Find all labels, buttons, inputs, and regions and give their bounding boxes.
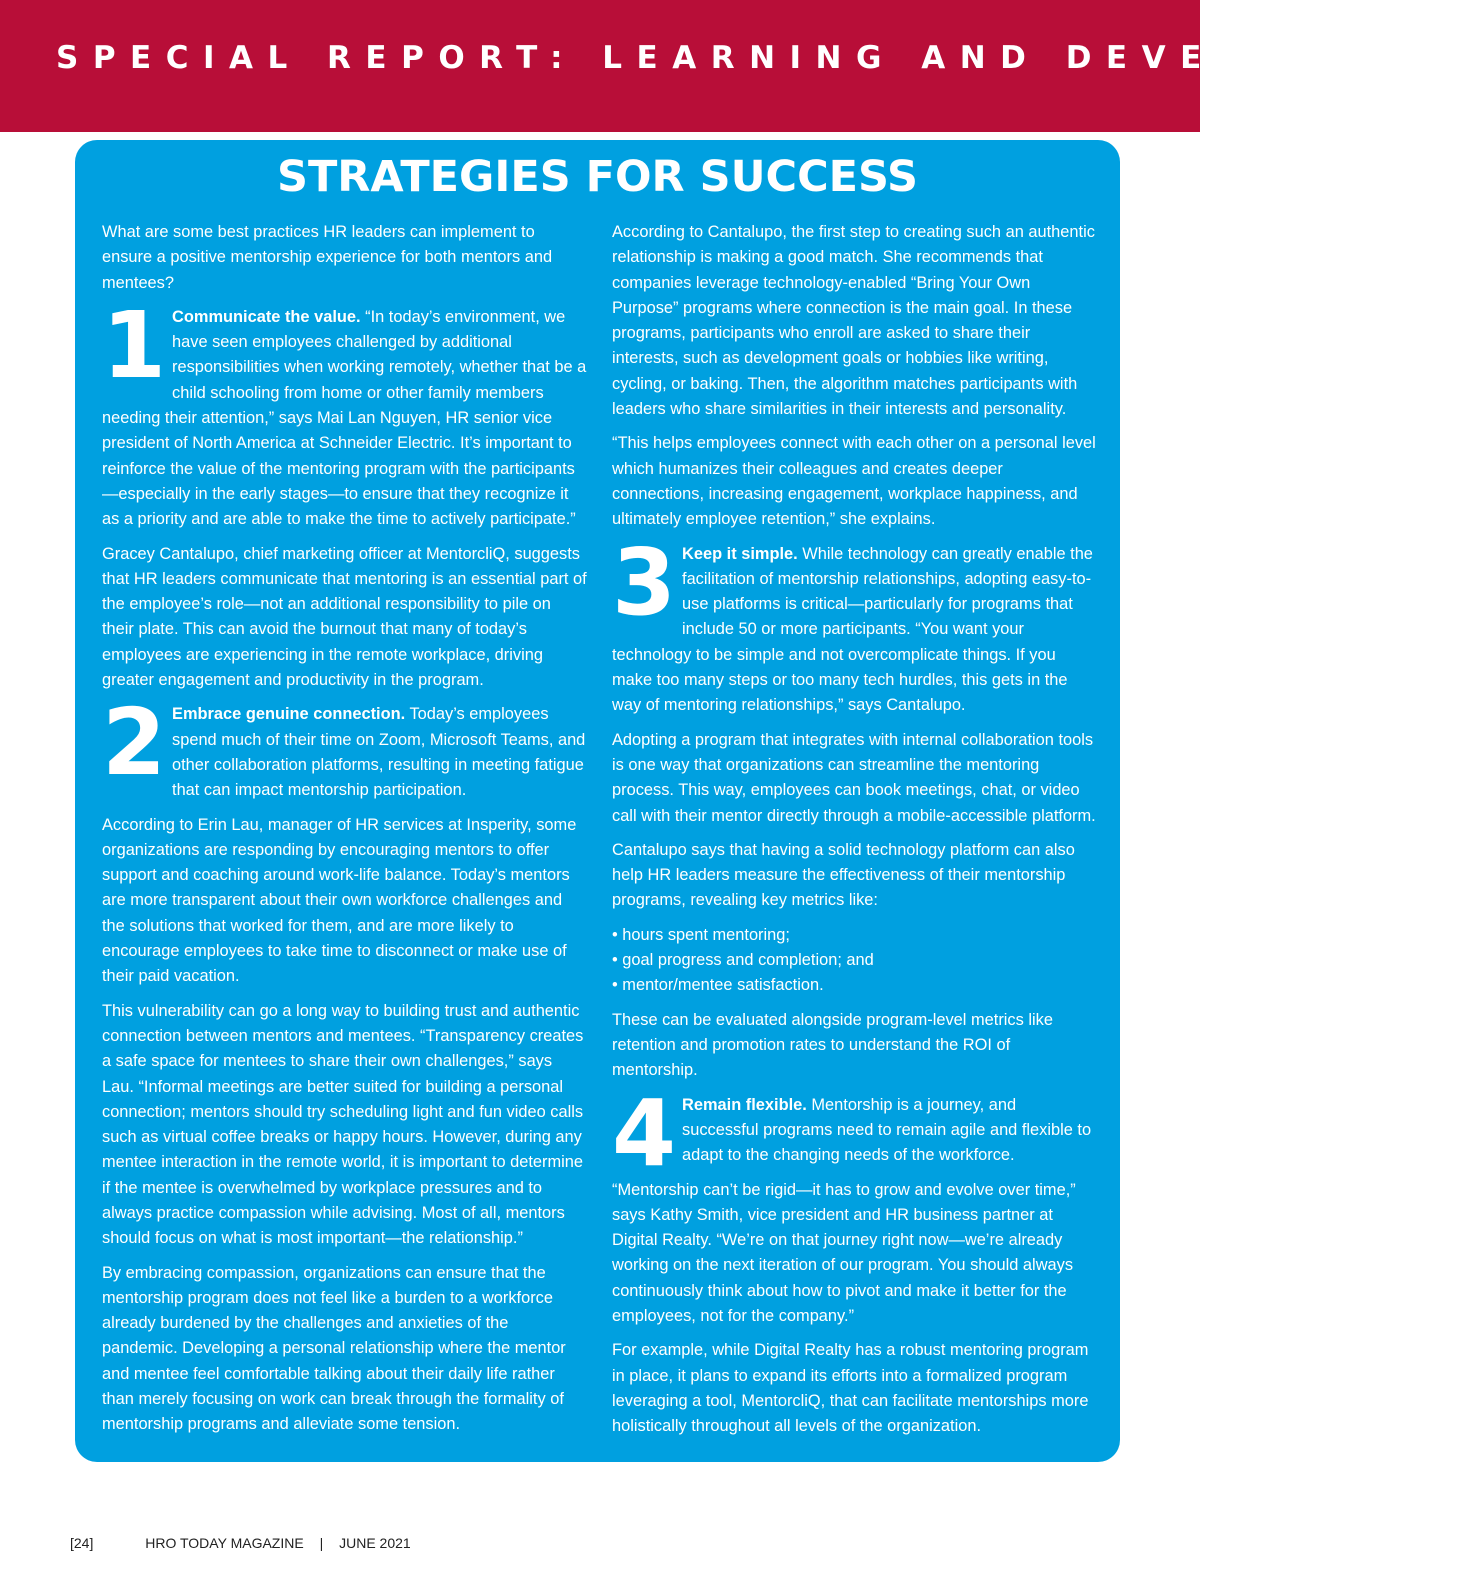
tip-text: Mentorship is a journey, and successful programs need to remain agile and flexible to adapt to the changing needs of the workforce. [682, 1095, 1092, 1165]
list-item: • goal progress and completion; and [612, 948, 1097, 973]
tip-heading: Communicate the value. [172, 307, 361, 326]
tip-heading: Remain flexible. [682, 1095, 807, 1114]
page-footer [70, 1535, 411, 1551]
banner-title: SPECIAL REPORT: LEARNING AND DEVELOPMENT [56, 40, 1484, 76]
tip-text: “In today’s environment, we have seen employees challenged by additional responsibilities when working remotely, whether that be a child schooling from home or other family members needing their attention,” says Mai Lan Nguyen, HR senior vice president of North America at Schneider Electric. It’s important to reinforce the value of the mentoring program with the participants—especially in the early stages—to ensure that they recognize it as a priority and are able to make the time to actively participate.” [102, 307, 587, 529]
tip-1 [102, 291, 587, 533]
tip-text: While technology can greatly enable the facilitation of mentorship relationships, adopting easy-to-use platforms is critical—particularly for programs that include 50 or more participants. “You want your technology to be simple and not overcomplicate things. If you make too many steps or too many tech hurdles, this gets in the way of mentoring relationships,” says Cantalupo. [612, 544, 1093, 715]
body-paragraph: According to Cantalupo, the first step to creating such an authentic relationship is making a good match. She recommends that companies leverage technology-enabled “Bring Your Own Purpose” programs where connection is the main goal. In these programs, participants who enroll are asked to share their interests, such as development goals or hobbies like writing, cycling, or baking. Then, the algorithm matches participants with leaders who share similarities in their interests and personality. [612, 223, 1095, 419]
tip-4 [612, 1079, 1097, 1187]
tip-number: 4 [612, 1079, 677, 1187]
body-paragraph: By embracing compassion, organizations can ensure that the mentorship program does not feel like a burden to a workforce already burdened by the challenges and anxieties of the pandemic. Developing a personal relationship where the mentor and mentee feel comfortable talking about their daily life rather than merely focusing on work can break through the formality of mentorship programs and alleviate some tension. [102, 1263, 566, 1434]
report-banner [0, 0, 1484, 132]
right-column [612, 220, 1097, 1448]
body-paragraph: This vulnerability can go a long way to building trust and authentic connection between mentors and mentees. “Transparency creates a safe space for mentees to share their own challenges,” says Lau. “Informal meetings are better suited for building a personal connection; mentors should try scheduling light and fun video calls such as virtual coffee breaks or happy hours. However, during any mentee interaction in the remote world, it is important to determine if the mentee is overwhelmed by workplace pressures and to always practice compassion while advising. Most of all, mentors should focus on what is most important—the relationship.” [102, 1001, 584, 1248]
strategies-panel [75, 140, 1120, 1462]
intro-paragraph: What are some best practices HR leaders can implement to ensure a positive mentorship experience for both mentors and mentees? [102, 223, 553, 292]
quote-paragraph: “This helps employees connect with each other on a personal level which humanizes their colleagues and creates deeper connections, increasing engagement, workplace happiness, and ultimately employee retention,” she explains. [612, 434, 1096, 529]
list-item: • hours spent mentoring; [612, 923, 1097, 948]
tip-heading: Embrace genuine connection. [172, 705, 406, 724]
body-paragraph: According to Erin Lau, manager of HR services at Insperity, some organizations are responding by encouraging mentors to offer support and coaching around work-life balance. Today’s mentors are more transparent about their own workforce challenges and the solutions that worked for them, and are more likely to encourage employees to take time to disconnect or make use of their paid vacation. [102, 815, 577, 986]
left-column [102, 220, 587, 1447]
quote-paragraph: “Mentorship can’t be rigid—it has to grow and evolve over time,” says Kathy Smith, vice president and HR business partner at Digital Realty. “We’re on that journey right now—we’re already working on the next iteration of our program. You should always continuously think about how to pivot and make it better for the employees, not for the company.” [612, 1180, 1076, 1325]
list-item: • mentor/mentee satisfaction. [612, 973, 1097, 998]
publication-name: HRO TODAY MAGAZINE [145, 1535, 304, 1551]
body-paragraph: These can be evaluated alongside program-level metrics like retention and promotion rates to understand the ROI of mentorship. [612, 1010, 1053, 1080]
body-paragraph: Gracey Cantalupo, chief marketing officer at MentorcliQ, suggests that HR leaders communicate that mentoring is an essential part of the employee’s role—not an additional responsibility to pile on their plate. This can avoid the burnout that many of today’s employees are experiencing in the remote workplace, driving greater engagement and productivity in the program. [102, 544, 587, 690]
tip-heading: Keep it simple. [682, 544, 798, 563]
tip-number: 2 [102, 689, 167, 797]
body-paragraph: Adopting a program that integrates with internal collaboration tools is one way that organizations can streamline the mentoring process. This way, employees can book meetings, chat, or video call with their mentor directly through a mobile-accessible platform. [612, 730, 1096, 825]
body-paragraph: For example, while Digital Realty has a robust mentoring program in place, it plans to expand its efforts into a formalized program leveraging a tool, MentorcliQ, that can facilitate mentorships more holistically throughout all levels of the organization. [612, 1341, 1089, 1436]
tip-number: 3 [612, 528, 677, 636]
panel-title: STRATEGIES FOR SUCCESS [276, 152, 919, 202]
tip-2 [102, 689, 587, 803]
tip-3 [612, 528, 1097, 719]
tip-number: 1 [102, 291, 167, 399]
issue-date: JUNE 2021 [339, 1535, 411, 1551]
page-number: [24] [70, 1535, 94, 1551]
body-paragraph: Cantalupo says that having a solid technology platform can also help HR leaders measure the effectiveness of their mentorship programs, revealing key metrics like: [612, 840, 1075, 910]
metrics-list [612, 923, 1097, 999]
footer-separator: | [319, 1535, 324, 1551]
tip-text: Today’s employees spend much of their time on Zoom, Microsoft Teams, and other collaboration platforms, resulting in meeting fatigue that can impact mentorship participation. [172, 705, 586, 800]
